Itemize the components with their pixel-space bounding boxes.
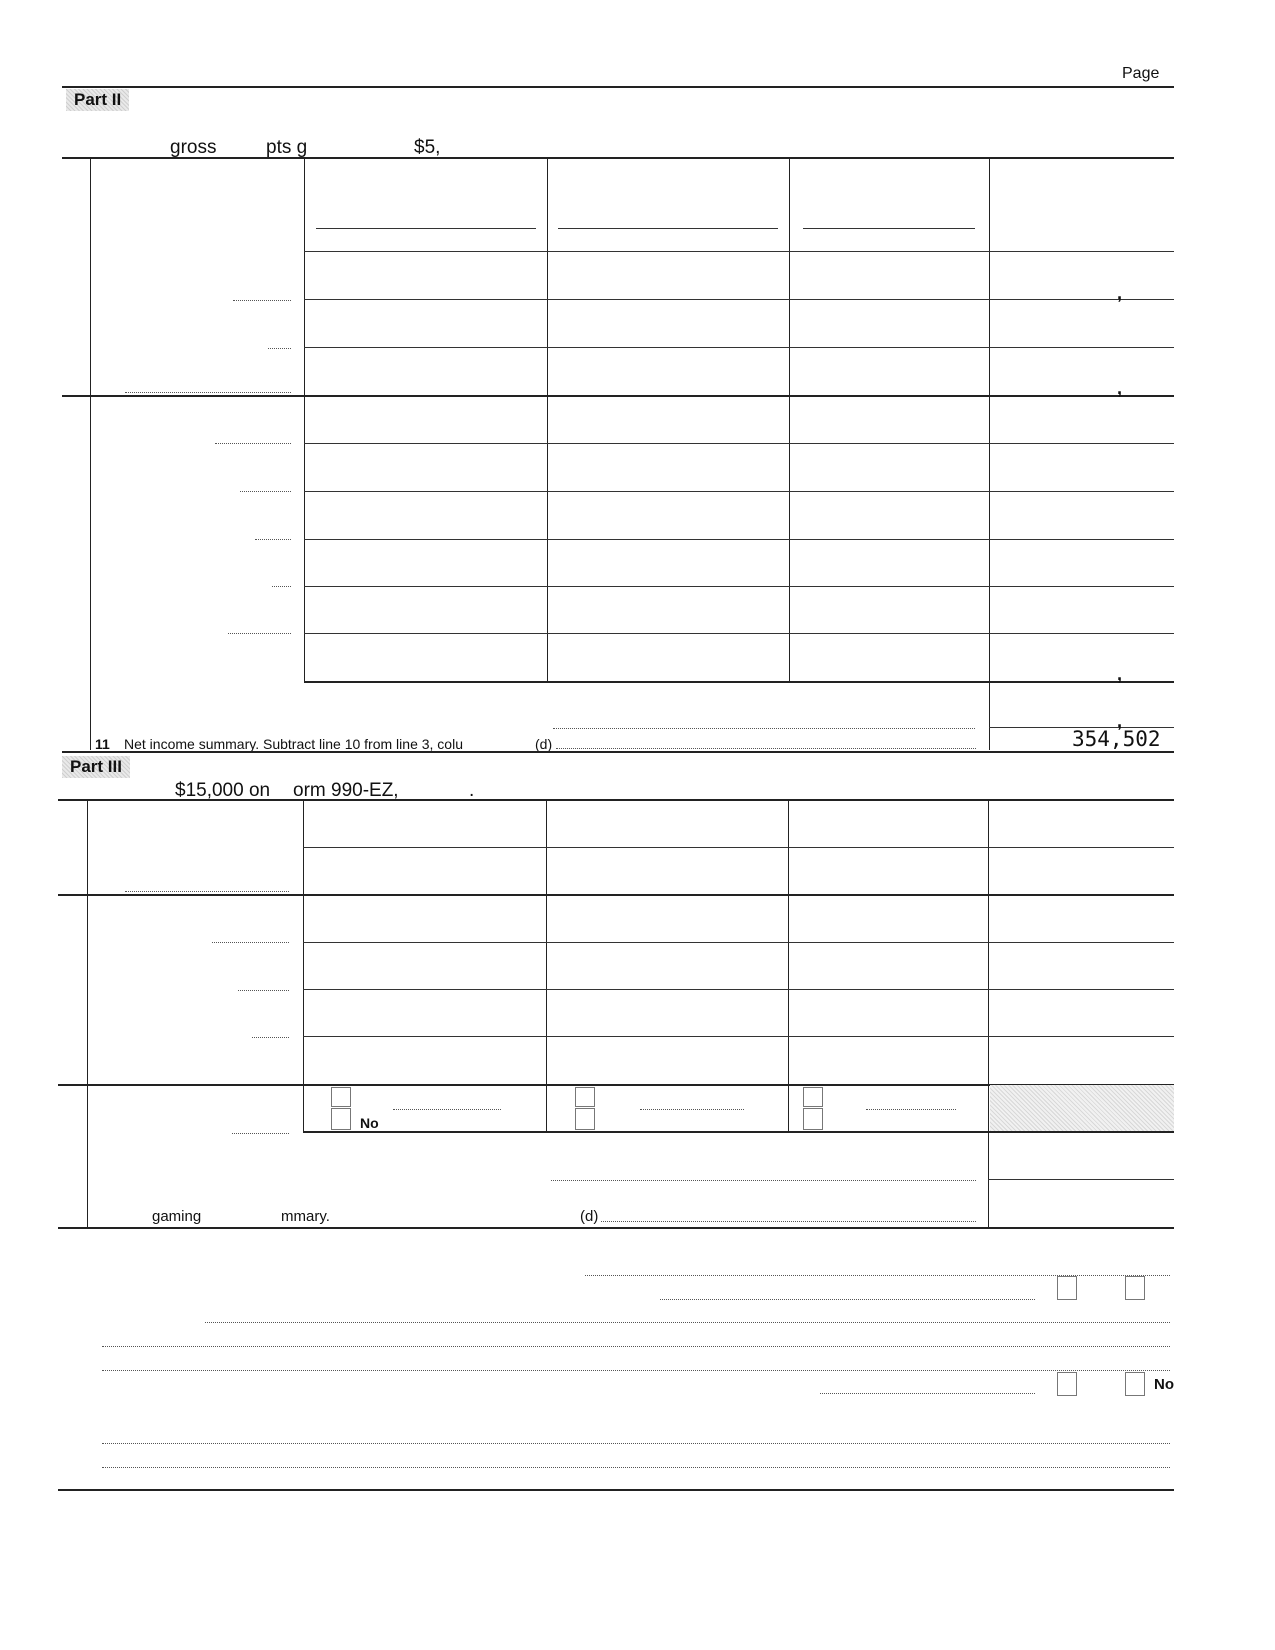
part-ii-intro-amount: $5,: [414, 137, 441, 158]
part-ii-row-line-2: [304, 299, 1174, 300]
checkbox-col-c-no[interactable]: [803, 1108, 823, 1130]
leader-dots-p3-row5: [232, 1133, 289, 1134]
summary-col-ref: (d): [580, 1208, 599, 1225]
checkbox-col-a-no[interactable]: [331, 1108, 351, 1130]
leader-dots-p3-line-a: [551, 1180, 976, 1181]
part-ii-row-line-6: [304, 491, 1174, 492]
cell-comma-row9: ,: [1117, 664, 1123, 684]
leader-dots-q5: [820, 1393, 1035, 1394]
line-11-text: Net income summary. Subtract line 10 from line 3, colu: [124, 736, 463, 752]
part-iii-bottom-rule: [58, 1227, 1174, 1229]
checkbox-col-b-yes[interactable]: [575, 1087, 595, 1107]
part-iii-row-line-7: [988, 1179, 1174, 1180]
part-iii-row-line-1: [303, 847, 1174, 848]
part-iii-row-line-5: [303, 1036, 1174, 1037]
part-ii-col-a-left: [304, 157, 305, 682]
part-ii-row-line-7: [304, 539, 1174, 540]
leader-dots-summary: [601, 1221, 976, 1222]
part-ii-col-c-left: [789, 157, 790, 682]
cell-comma-row1: ,: [1117, 283, 1123, 303]
leader-dots-p3-row4: [252, 1037, 289, 1038]
col-a-header-rule: [316, 228, 536, 229]
part-ii-row-line-8: [304, 586, 1174, 587]
part-iii-row-line-4: [303, 989, 1174, 990]
leader-dots-col-b: [640, 1109, 744, 1110]
leader-dots-row5: [240, 491, 291, 492]
leader-dots-q1: [585, 1275, 1170, 1276]
leader-dots-row8: [228, 633, 291, 634]
part-ii-intro-gross: gross: [170, 137, 217, 158]
leader-dots-line11: [556, 748, 976, 749]
part-iii-section-rule-1: [58, 894, 1174, 896]
part-iii-col-d-left: [988, 799, 989, 1227]
checkbox-q5-yes[interactable]: [1057, 1372, 1077, 1396]
line-11-col-ref: (d): [535, 736, 553, 752]
part-iii-intro-amount: $15,000 on: [175, 780, 271, 801]
leader-dots-q4: [102, 1370, 1170, 1371]
leader-dots-q3: [102, 1346, 1170, 1347]
col-b-header-rule: [558, 228, 778, 229]
summary-gaming-label: gaming: [152, 1208, 202, 1225]
part-ii-row-line-5: [304, 443, 1174, 444]
part-ii-col-d-left: [989, 157, 990, 750]
checkbox-q1-yes[interactable]: [1057, 1276, 1077, 1300]
leader-dots-row7: [272, 586, 291, 587]
part-ii-row-line-9: [304, 633, 1174, 634]
leader-dots-q2: [205, 1322, 1170, 1323]
checkbox-q5-no[interactable]: [1125, 1372, 1145, 1396]
part-iii-col-b-left: [546, 799, 547, 1132]
part-iii-table-top: [58, 799, 1174, 801]
page-label: Page: [1122, 65, 1160, 82]
part-iii-col-a-left: [303, 799, 304, 1132]
leader-dots-row3: [125, 392, 291, 393]
part-iii-shaded-cell: [990, 1085, 1174, 1131]
q5-no-label: No: [1154, 1376, 1174, 1393]
page-bottom-rule: [58, 1489, 1174, 1491]
part-ii-tag: Part II: [66, 89, 129, 111]
leader-dots-p3-row1: [125, 891, 289, 892]
leader-dots-line10: [553, 728, 975, 729]
part-iii-intro-form: orm 990-EZ,: [293, 780, 399, 801]
leader-dots-col-c: [866, 1109, 956, 1110]
part-iii-col-c-left: [788, 799, 789, 1132]
part-iii-grid-bottom: [303, 1131, 1174, 1133]
leader-dots-row2: [268, 348, 291, 349]
part-ii-bottom-rule: [62, 751, 1174, 753]
leader-dots-col-a: [393, 1109, 501, 1110]
leader-dots-row1: [233, 300, 291, 301]
header-rule: [62, 86, 1174, 88]
checkbox-col-c-yes[interactable]: [803, 1087, 823, 1107]
line-11-number: 11: [95, 736, 110, 752]
leader-dots-q1b: [660, 1299, 1035, 1300]
part-iii-tag: Part III: [62, 756, 130, 778]
leader-dots-q6: [102, 1443, 1170, 1444]
line-11-value: 354,502: [1072, 727, 1161, 751]
part-iii-intro-period: .: [469, 780, 475, 801]
part-iii-left-border: [87, 799, 88, 1227]
part-ii-row-line-1: [304, 251, 1174, 252]
leader-dots-row4: [215, 443, 291, 444]
leader-dots-row6: [255, 539, 291, 540]
part-ii-row-line-3: [304, 347, 1174, 348]
checkbox-col-a-yes[interactable]: [331, 1087, 351, 1107]
part-ii-section-rule: [62, 395, 1174, 397]
cell-comma-line10: ,: [1117, 711, 1123, 731]
part-ii-intro-pts: pts g: [266, 137, 308, 158]
part-ii-table-top: [62, 157, 1174, 159]
col-a-no-label: No: [360, 1115, 379, 1131]
part-ii-left-border: [90, 157, 91, 750]
leader-dots-q7: [102, 1467, 1170, 1468]
leader-dots-p3-row2: [212, 942, 289, 943]
cell-comma-row3: ,: [1117, 378, 1123, 398]
part-ii-grid-bottom: [304, 681, 1174, 683]
checkbox-col-b-no[interactable]: [575, 1108, 595, 1130]
col-c-header-rule: [803, 228, 975, 229]
summary-mmary-label: mmary.: [281, 1208, 330, 1225]
checkbox-q1-no[interactable]: [1125, 1276, 1145, 1300]
part-ii-col-b-left: [547, 157, 548, 682]
leader-dots-p3-row3: [238, 990, 289, 991]
part-iii-row-line-3: [303, 942, 1174, 943]
